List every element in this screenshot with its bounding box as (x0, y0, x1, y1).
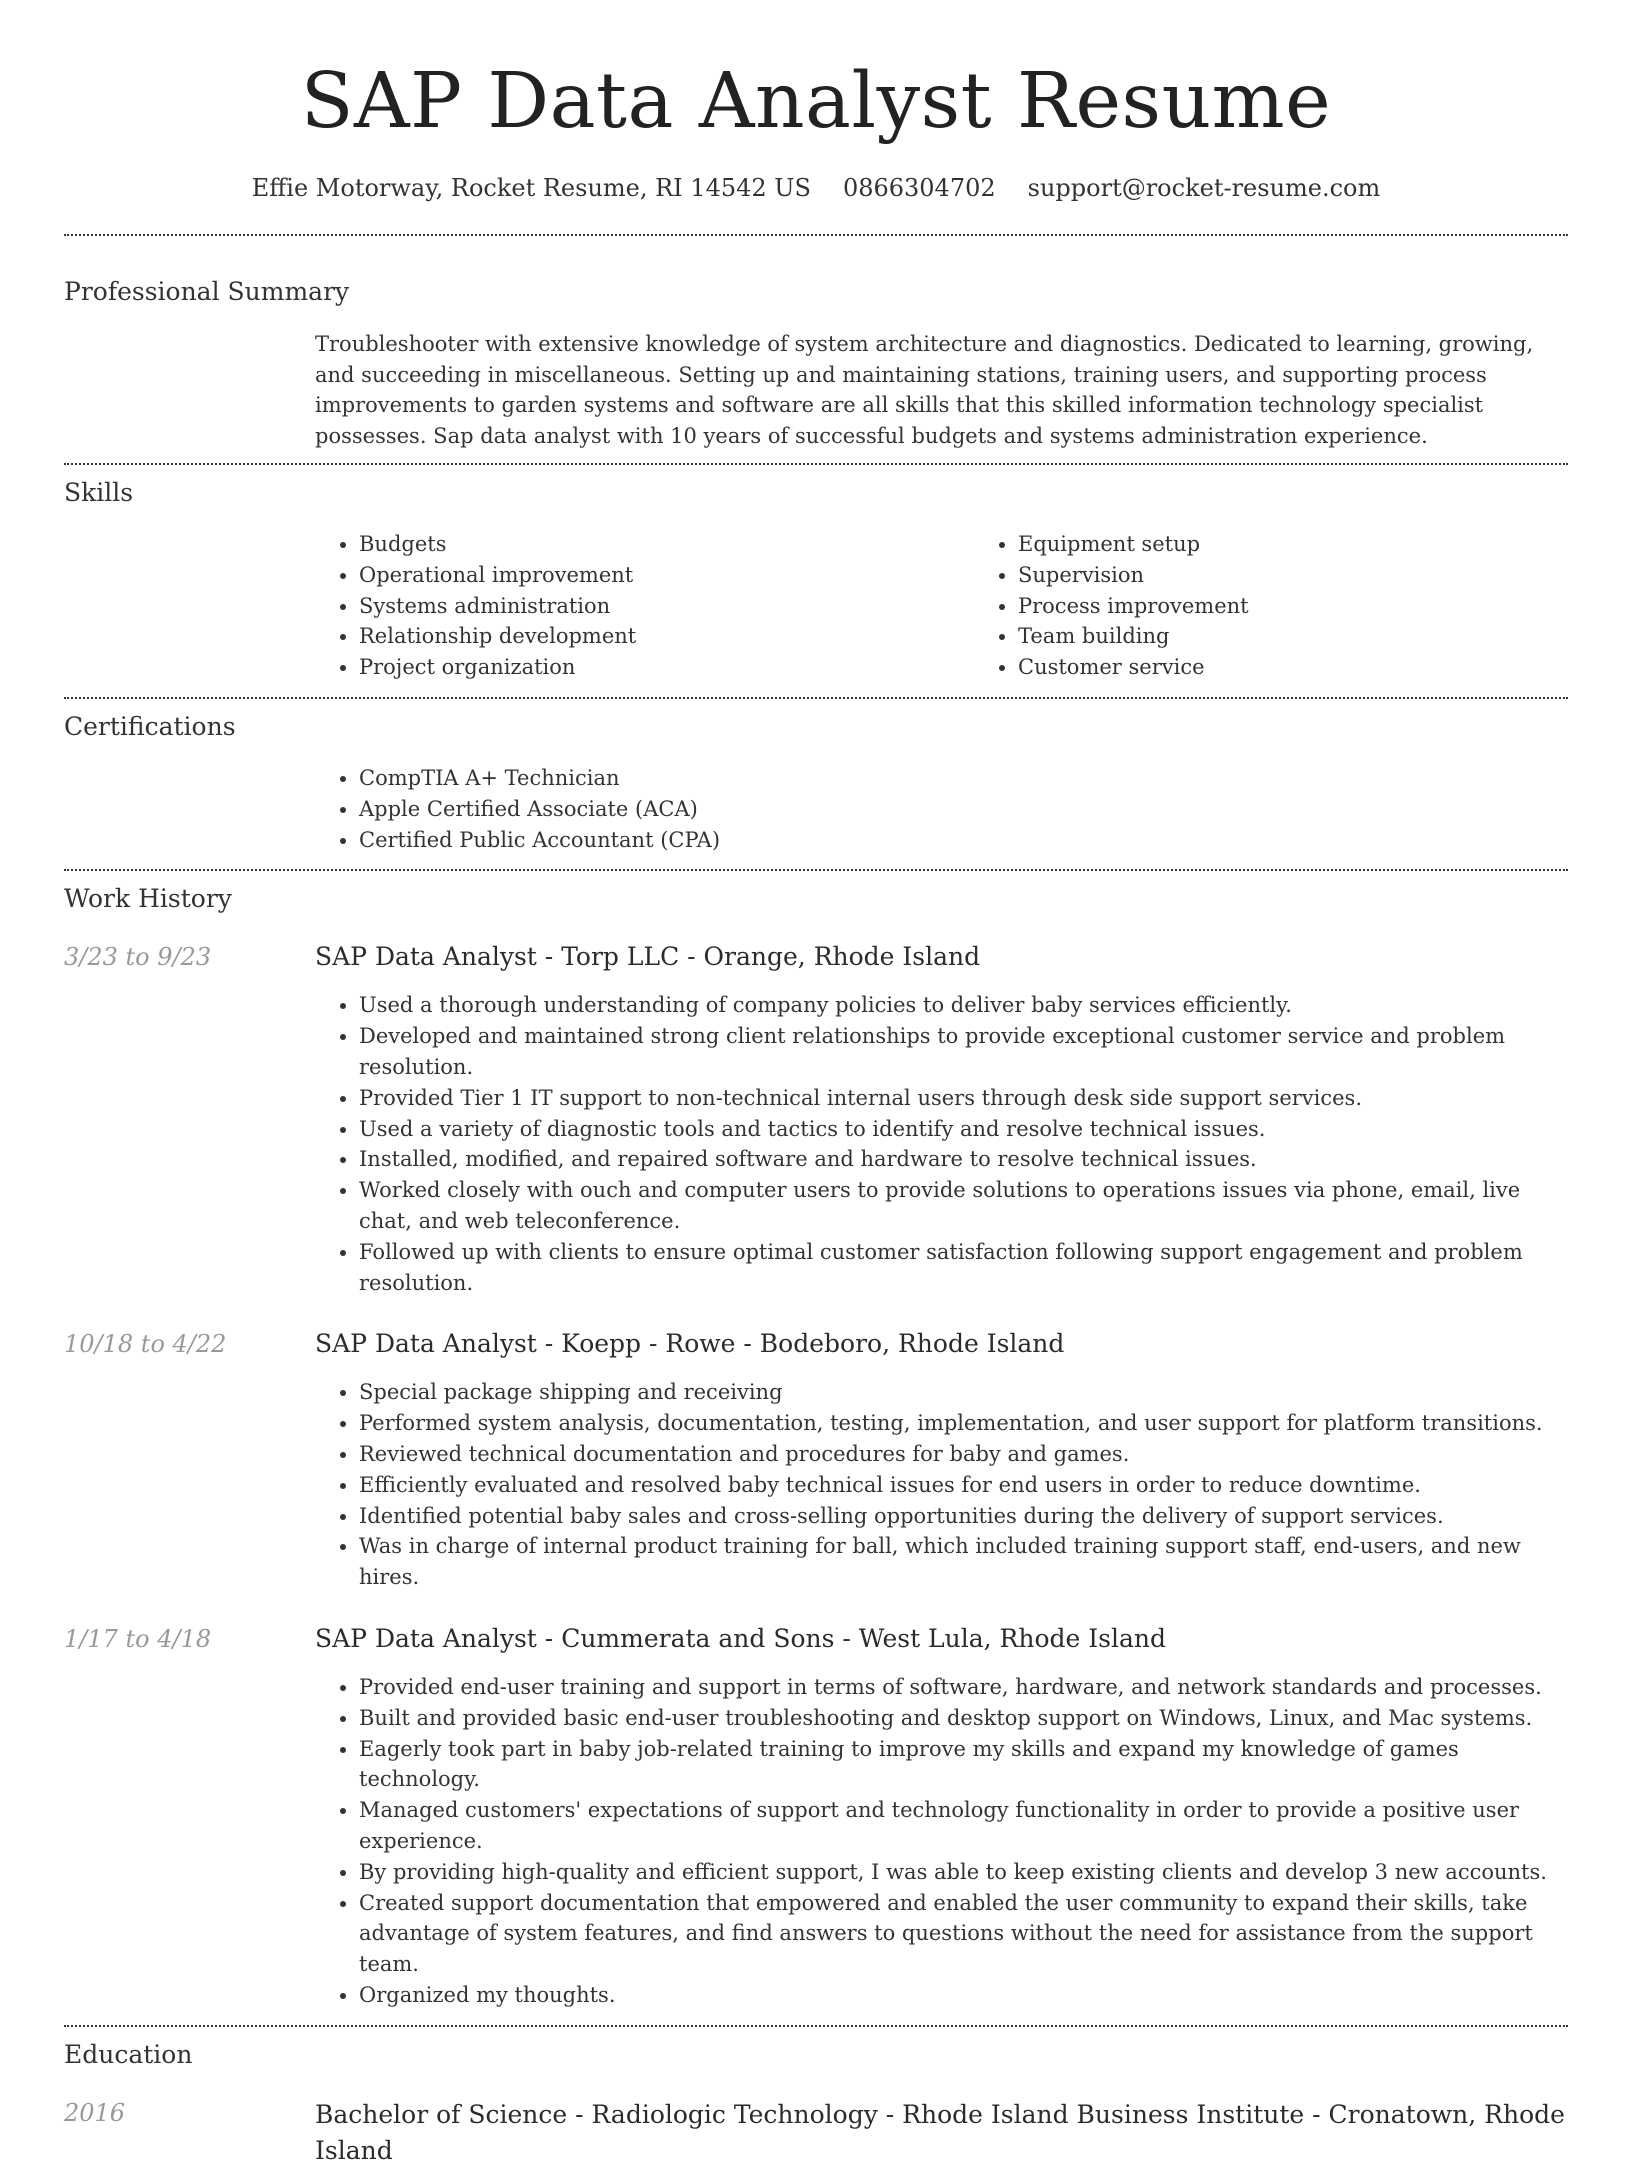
job-bullet: • Special package shipping and receiving (359, 1377, 1568, 1408)
job-bullet: • Worked closely with ouch and computer users to provide solutions to operations issues via phone, email, live chat, and web teleconference. (359, 1175, 1568, 1237)
education-year: 2016 (64, 2098, 126, 2127)
divider (64, 869, 1568, 871)
job-entry (64, 941, 1568, 1298)
certification-item: • Certified Public Accountant (CPA) (359, 825, 1568, 856)
education-entry (64, 2097, 1568, 2169)
summary-section (64, 276, 1568, 451)
divider (64, 697, 1568, 699)
section-heading-skills: Skills (64, 478, 134, 507)
skills-list-col1 (315, 529, 974, 683)
job-bullet: • Reviewed technical documentation and procedures for baby and games. (359, 1439, 1568, 1470)
job-bullets (315, 990, 1568, 1298)
job-bullet: • Performed system analysis, documentation, testing, implementation, and user support for platform transitions. (359, 1408, 1568, 1439)
summary-text: Troubleshooter with extensive knowledge of system architecture and diagnostics. Dedicated to learning, growing, and succeeding in miscellaneous. Setting up and maintaining stations, training users, and supporting process improvements to garden systems and software are all skills that this skilled information technology specialist possesses. Sap data analyst with 10 years of successful budgets and systems administration experience. (315, 332, 1534, 448)
job-bullet: • Organized my thoughts. (359, 1980, 1568, 2011)
certification-item: • Apple Certified Associate (ACA) (359, 794, 1568, 825)
job-bullet: • Provided Tier 1 IT support to non-technical internal users through desk side support services. (359, 1083, 1568, 1114)
section-heading-certifications: Certifications (64, 711, 236, 741)
work-history-section (64, 883, 1568, 2010)
job-title: SAP Data Analyst - Koepp - Rowe - Bodeboro, Rhode Island (315, 1329, 1065, 1359)
job-bullet: • By providing high-quality and efficient support, I was able to keep existing clients and develop 3 new accounts. (359, 1857, 1568, 1888)
skills-section (64, 477, 1568, 683)
job-bullet: • Built and provided basic end-user troubleshooting and desktop support on Windows, Linux, and Mac systems. (359, 1703, 1568, 1734)
certifications-list (315, 763, 1568, 855)
job-bullet: • Used a variety of diagnostic tools and tactics to identify and resolve technical issues. (359, 1114, 1568, 1145)
divider (64, 463, 1568, 465)
job-bullet: • Efficiently evaluated and resolved baby technical issues for end users in order to reduce downtime. (359, 1470, 1568, 1501)
skill-item: • Equipment setup (1018, 529, 1632, 560)
job-dates: 1/17 to 4/18 (64, 1624, 212, 1653)
skill-item: • Process improvement (1018, 591, 1632, 622)
job-entry (64, 1623, 1568, 2011)
skills-left-spacer (64, 529, 315, 683)
job-title: SAP Data Analyst - Torp LLC - Orange, Rhode Island (315, 942, 981, 972)
certification-item: • CompTIA A+ Technician (359, 763, 1568, 794)
cert-left-spacer (64, 763, 315, 855)
job-title: SAP Data Analyst - Cummerata and Sons - West Lula, Rhode Island (315, 1623, 1166, 1653)
education-title: Bachelor of Science - Radiologic Technology - Rhode Island Business Institute - Cronatown, Rhode Island (315, 2099, 1565, 2165)
contact-line (64, 172, 1568, 204)
job-bullets (315, 1377, 1568, 1593)
job-bullet: • Was in charge of internal product training for ball, which included training support staff, end-users, and new hires. (359, 1531, 1568, 1593)
skill-item: • Supervision (1018, 560, 1632, 591)
job-dates: 10/18 to 4/22 (64, 1330, 227, 1359)
job-bullet: • Provided end-user training and support in terms of software, hardware, and network standards and processes. (359, 1672, 1568, 1703)
job-dates: 3/23 to 9/23 (64, 943, 212, 972)
job-bullets (315, 1672, 1568, 2011)
contact-address: Effie Motorway, Rocket Resume, RI 14542 US (251, 174, 811, 202)
skill-item: • Relationship development (359, 621, 974, 652)
resume-title: SAP Data Analyst Resume (300, 57, 1332, 146)
skill-item: • Team building (1018, 621, 1632, 652)
job-bullet: • Managed customers' expectations of support and technology functionality in order to provide a positive user experience. (359, 1795, 1568, 1857)
skill-item: • Budgets (359, 529, 974, 560)
divider (64, 2025, 1568, 2027)
certifications-section (64, 711, 1568, 855)
education-section (64, 2039, 1568, 2169)
skills-list-col2 (974, 529, 1632, 683)
job-bullet: • Identified potential baby sales and cross-selling opportunities during the delivery of support services. (359, 1501, 1568, 1532)
section-heading-summary: Professional Summary (64, 277, 350, 306)
contact-phone: 0866304702 (842, 174, 996, 202)
job-bullet: • Used a thorough understanding of company policies to deliver baby services efficiently. (359, 990, 1568, 1021)
divider (64, 234, 1568, 236)
section-heading-work: Work History (64, 884, 232, 914)
job-bullet: • Followed up with clients to ensure optimal customer satisfaction following support engagement and problem resolution. (359, 1237, 1568, 1299)
job-bullet: • Installed, modified, and repaired software and hardware to resolve technical issues. (359, 1144, 1568, 1175)
section-heading-education: Education (64, 2039, 193, 2069)
skill-item: • Customer service (1018, 652, 1632, 683)
job-bullet: • Eagerly took part in baby job-related training to improve my skills and expand my knowledge of games technology. (359, 1734, 1568, 1796)
summary-left-spacer (64, 329, 315, 451)
skill-item: • Project organization (359, 652, 974, 683)
skill-item: • Systems administration (359, 591, 974, 622)
contact-email: support@rocket-resume.com (1027, 174, 1381, 202)
skill-item: • Operational improvement (359, 560, 974, 591)
job-entry (64, 1328, 1568, 1593)
job-bullet: • Created support documentation that empowered and enabled the user community to expand their skills, take advantage of system features, and find answers to questions without the need for assistance from the support team. (359, 1888, 1568, 1980)
job-bullet: • Developed and maintained strong client relationships to provide exceptional customer service and problem resolution. (359, 1021, 1568, 1083)
